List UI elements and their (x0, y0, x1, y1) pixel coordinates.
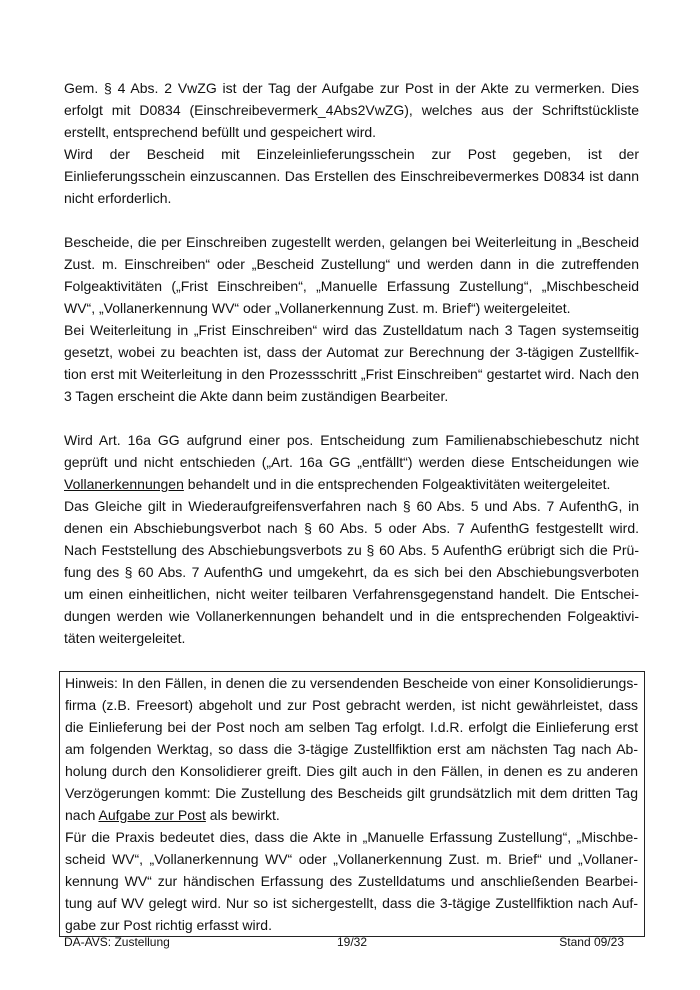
paragraph-wiederaufgreifen: Das Gleiche gilt in Wiederaufgreifensverfahren nach § 60 Abs. 5 und Abs. 7 AufenthG, in denen ein Abschiebungsverbot nach § 60 Abs. 5 oder Abs. 7 AufenthG festgestellt wird. Nach Feststellung des Abschiebungsverbots zu § 60 Abs. 5 AufenthG erübrigt sich die Prüfung des § 60 Abs. 7 AufenthG und umgekehrt, da es sich bei den Abschiebungsverboten um einen einheitlichen, nicht weiter teilbaren Verfahrensgegenstand handelt. Die Entscheidungen werden wie Vollanerkennungen behandelt und in die entsprechenden Folgeaktivitäten weitergeleitet. (64, 498, 639, 646)
paragraph-frist-einschreiben: Bei Weiterleitung in „Frist Einschreiben“ wird das Zustelldatum nach 3 Tagen systemseitig gesetzt, wobei zu beachten ist, dass der Automat zur Berechnung der 3-tägigen Zustellfiktion erst mit Weiterleitung in den Prozessschritt „Frist Einschreiben“ gestartet wird. Nach den 3 Tagen erscheint die Akte dann beim zuständigen Bearbeiter. (64, 322, 639, 404)
page-footer (64, 934, 624, 954)
paragraph-praxis: Für die Praxis bedeutet dies, dass die Akte in „Manuelle Erfassung Zustellung“, „Mischbescheid WV“, „Vollanerkennung WV“ oder „Vollanerkennung Zust. m. Brief“ und „Vollanerkennung WV“ zur händischen Erfassung des Zustelldatums und anschließenden Bearbeitung auf WV gelegt wird. Nur so ist sichergestellt, dass die 3-tägige Zustellfiktion nach Aufgabe zur Post richtig erfasst wird. (65, 829, 638, 933)
hinweis-box (59, 671, 645, 937)
underlined-term-vollanerkennungen: Vollanerkennungen (64, 476, 184, 492)
text-span: als bewirkt. (205, 807, 280, 823)
paragraph-weiterleitung: Bescheide, die per Einschreiben zugestellt werden, gelangen bei Weiterleitung in „Bescheid Zust. m. Einschreiben“ oder „Bescheid Zustellung“ und werden dann in die zutreffenden Folgeaktivitäten („Frist Einschreiben“, „Manuelle Erfassung Zustellung“, „Mischbescheid WV“, „Vollanerkennung WV“ oder „Vollanerkennung Zust. m. Brief“) weitergeleitet. (64, 234, 639, 316)
underlined-term-aufgabe-zur-post: Aufgabe zur Post (98, 807, 206, 823)
page-content (64, 77, 639, 937)
section-art-16a (64, 429, 639, 649)
footer-page-number: 19/32 (337, 935, 368, 949)
footer-version: Stand 09/23 (559, 935, 624, 949)
text-span: behandelt und in die entsprechenden Folgeaktivitäten weitergeleitet. (183, 476, 611, 492)
paragraph-vermerk: Gem. § 4 Abs. 2 VwZG ist der Tag der Aufgabe zur Post in der Akte zu vermerken. Dies erfolgt mit D0834 (Einschreibevermerk_4Abs2VwZG), welches aus der Schriftstückliste erstellt, entsprechend befüllt und gespeichert wird. (64, 80, 639, 140)
text-span: Wird Art. 16a GG aufgrund einer pos. Entscheidung zum Familienabschiebeschutz nicht geprüft und nicht entschieden („Art. 16a GG „entfällt“) werden diese Entscheidungen wie (64, 432, 639, 470)
text-span: Hinweis: In den Fällen, in denen die zu versendenden Bescheide von einer Konsolidierungsfirma (z.B. Freesort) abgeholt und zur Post gebracht werden, ist nicht gewährleistet, dass die Einlieferung bei der Post noch am selben Tag erfolgt. I.d.R. erfolgt die Einlieferung erst am folgenden Werktag, so dass die 3-tägige Zustellfiktion erst am nächsten Tag nach Abholung durch den Konsolidierer greift. Dies gilt auch in den Fällen, in denen es zu anderen Verzögerungen kommt: Die Zustellung des Bescheids gilt grundsätzlich mit dem dritten Tag nach (65, 675, 638, 823)
paragraph-art-16a (64, 429, 639, 495)
footer-document-title: DA-AVS: Zustellung (64, 935, 170, 949)
section-einschreiben (64, 231, 639, 407)
paragraph-hinweis (65, 672, 638, 826)
section-aufgabe-zur-post (64, 77, 639, 209)
paragraph-einlieferungsschein: Wird der Bescheid mit Einzeleinlieferungsschein zur Post gegeben, ist der Einlieferungsschein einzuscannen. Das Erstellen des Einschreibevermerkes D0834 ist dann nicht erforderlich. (64, 146, 639, 206)
